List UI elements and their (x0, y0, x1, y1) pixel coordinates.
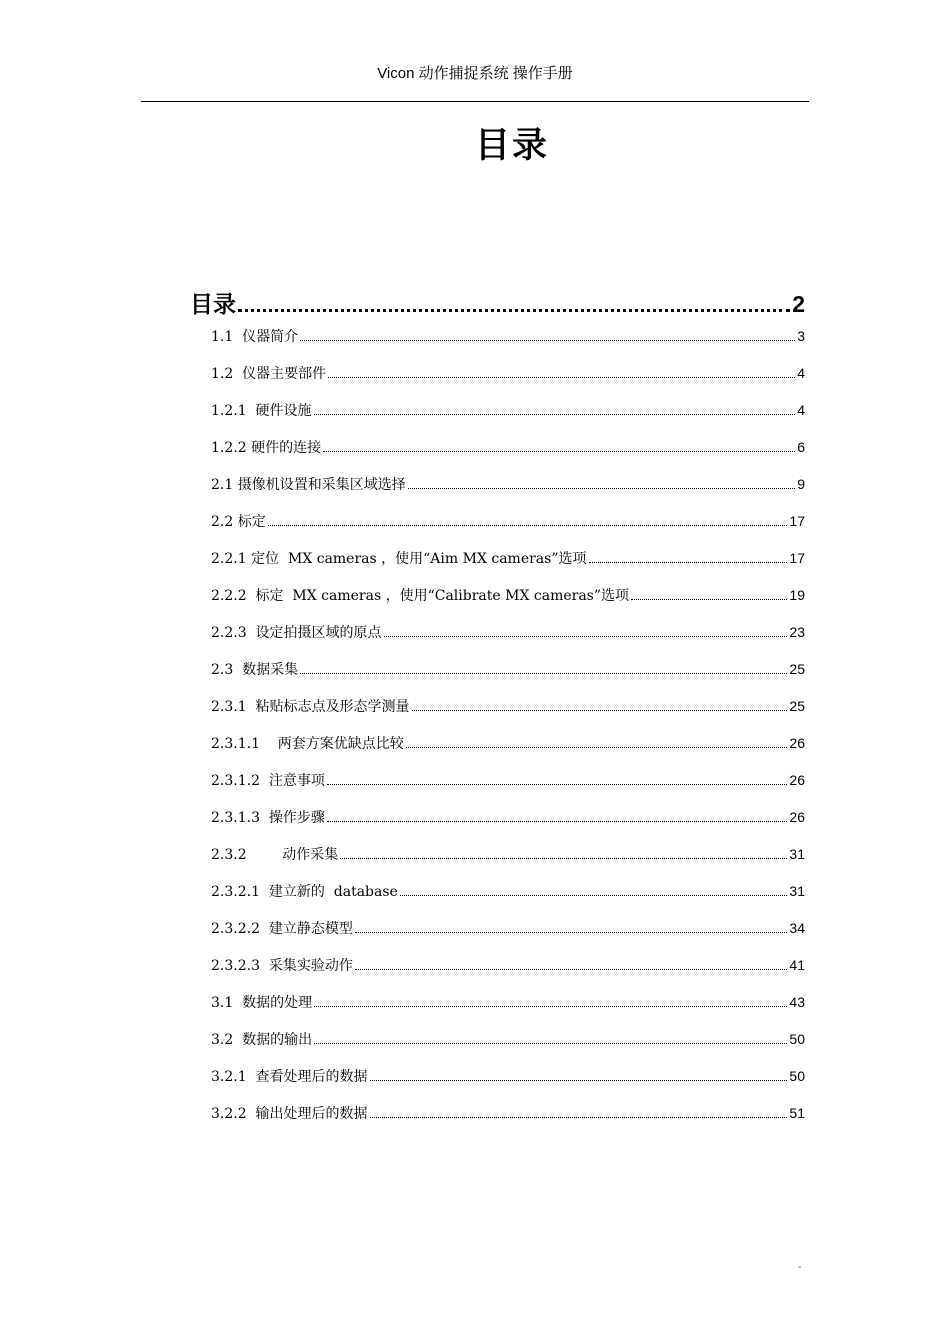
toc-entry[interactable] (211, 622, 805, 659)
toc-entry[interactable] (211, 992, 805, 1029)
toc-entry-page: 4 (797, 365, 805, 381)
toc-leader-dots (370, 1080, 788, 1081)
toc-entry[interactable] (211, 363, 805, 400)
toc-entry-label: 2.3.2.3 采集实验动作 (211, 958, 353, 974)
toc-main-entry[interactable] (190, 286, 805, 320)
toc-entry-label: 2.2 标定 (211, 514, 266, 530)
toc-leader-dots (268, 525, 788, 526)
toc-leader-dots (327, 821, 788, 822)
toc-entry-page: 41 (789, 957, 805, 973)
toc-entry-label: 2.3.2.2 建立静态模型 (211, 921, 353, 937)
toc-leader-dots (328, 377, 795, 378)
toc-leader-dots (323, 451, 795, 452)
toc-entry[interactable] (211, 548, 805, 585)
running-header: Vicon 动作捕捉系统 操作手册 (377, 65, 573, 82)
toc-entry-page: 31 (789, 846, 805, 862)
toc-leader-dots (327, 784, 788, 785)
toc-entry-page: 51 (789, 1105, 805, 1121)
toc-leader-dots (355, 969, 788, 970)
toc-entry-label: 3.1 数据的处理 (211, 995, 313, 1011)
page-title: 目录 (474, 126, 549, 166)
toc-entry[interactable] (211, 585, 805, 622)
toc-leader-dots (300, 673, 787, 674)
toc-leader-dots (340, 858, 787, 859)
toc-entry[interactable] (211, 770, 805, 807)
toc-entry[interactable] (211, 1103, 805, 1140)
toc-leader-dots (412, 710, 788, 711)
toc-entry[interactable] (211, 807, 805, 844)
toc-leader-dots (400, 895, 788, 896)
toc-entry[interactable] (211, 474, 805, 511)
toc-entry-label: 1.2.1 硬件设施 (211, 403, 312, 419)
toc-entry-label: 3.2.2 输出处理后的数据 (211, 1106, 368, 1122)
header-rule (141, 101, 809, 102)
toc-entry-label: 2.3.1.2 注意事项 (211, 773, 325, 789)
toc-main-page: 2 (792, 291, 805, 317)
toc-entry-label: 2.2.1 定位 MX cameras ，使用“Aim MX cameras”选项 (211, 551, 587, 567)
toc-entry-page: 26 (789, 772, 805, 788)
toc-entry-page: 50 (789, 1068, 805, 1084)
toc-entry[interactable] (211, 1066, 805, 1103)
toc-entry-label: 2.3.1.3 操作步骤 (211, 810, 325, 826)
toc-leader-dots (300, 340, 795, 341)
toc-entry[interactable] (211, 955, 805, 992)
toc-leader-dots (355, 932, 788, 933)
toc-entry-page: 26 (789, 735, 805, 751)
toc-entry-label: 2.1 摄像机设置和采集区域选择 (211, 477, 406, 493)
toc-entry-label: 1.2 仪器主要部件 (211, 366, 327, 382)
toc-list (190, 326, 805, 1140)
toc-leader-dots (631, 599, 787, 600)
toc-entry[interactable] (211, 918, 805, 955)
toc-entry-label: 2.3.2.1 建立新的 database (211, 884, 398, 900)
toc-entry-page: 34 (789, 920, 805, 936)
toc-leader-dots (314, 1006, 787, 1007)
toc-entry[interactable] (211, 659, 805, 696)
toc-entry[interactable] (211, 511, 805, 548)
toc-entry-label: 3.2 数据的输出 (211, 1032, 313, 1048)
toc-entry[interactable] (211, 437, 805, 474)
toc-entry-page: 31 (789, 883, 805, 899)
toc-entry[interactable] (211, 844, 805, 881)
toc-entry-page: 19 (789, 587, 805, 603)
toc-entry-label: 3.2.1 查看处理后的数据 (211, 1069, 368, 1085)
toc-entry-label: 1.1 仪器简介 (211, 329, 299, 345)
toc-leader-dots (314, 1043, 787, 1044)
toc-entry-page: 23 (789, 624, 805, 640)
toc-entry-label: 1.2.2 硬件的连接 (211, 440, 322, 456)
toc-leader-dots (238, 309, 790, 312)
toc-entry-page: 4 (797, 402, 805, 418)
page-footer-mark: - (798, 1262, 802, 1273)
toc-entry-page: 25 (789, 698, 805, 714)
toc-entry-label: 2.3 数据采集 (211, 662, 299, 678)
toc-leader-dots (406, 747, 788, 748)
toc-entry[interactable] (211, 733, 805, 770)
toc-entry[interactable] (211, 881, 805, 918)
toc-entry-page: 6 (797, 439, 805, 455)
toc-leader-dots (408, 488, 795, 489)
toc-entry-label: 2.2.2 标定 MX cameras ，使用“Calibrate MX cameras”选项 (211, 588, 630, 604)
toc-entry-page: 3 (797, 328, 805, 344)
toc-entry-label: 2.3.2 动作采集 (211, 847, 339, 863)
toc-leader-dots (370, 1117, 788, 1118)
toc-entry[interactable] (211, 1029, 805, 1066)
toc-entry[interactable] (211, 326, 805, 363)
toc-entry-page: 17 (789, 513, 805, 529)
toc-entry-label: 2.3.1.1 两套方案优缺点比较 (211, 736, 404, 752)
toc-entry-page: 25 (789, 661, 805, 677)
toc-entry[interactable] (211, 696, 805, 733)
toc-entry[interactable] (211, 400, 805, 437)
toc-entry-label: 2.3.1 粘贴标志点及形态学测量 (211, 699, 410, 715)
toc-entry-page: 43 (789, 994, 805, 1010)
toc-leader-dots (384, 636, 788, 637)
toc-entry-page: 17 (789, 550, 805, 566)
toc-leader-dots (589, 562, 788, 563)
toc-entry-page: 26 (789, 809, 805, 825)
table-of-contents (190, 286, 805, 1140)
toc-main-label: 目录 (190, 292, 236, 318)
toc-entry-page: 9 (797, 476, 805, 492)
toc-entry-page: 50 (789, 1031, 805, 1047)
toc-leader-dots (314, 414, 796, 415)
toc-entry-label: 2.2.3 设定拍摄区域的原点 (211, 625, 382, 641)
